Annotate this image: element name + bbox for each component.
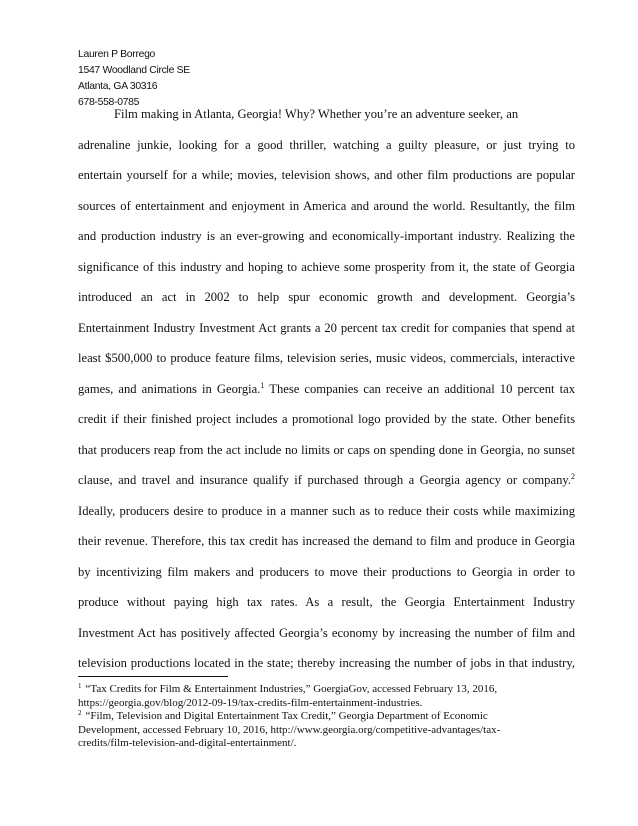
- body-line: television productions located in the state; thereby increasing the number of jobs in that industry,: [78, 656, 575, 670]
- footnote-text: Development, accessed February 10, 2016, http://www.georgia.org/competitive-advantages/tax-: [78, 723, 501, 736]
- footnote-ref-1[interactable]: 1: [260, 380, 265, 390]
- body-line: by incentivizing film makers and producers to move their productions to Georgia in order to: [78, 564, 575, 579]
- footnote-text: “Tax Credits for Film & Entertainment Industries,” GoergiaGov, accessed February 13, 2016,: [85, 683, 498, 695]
- body-line: produce without paying high tax rates. As a result, the Georgia Entertainment Industry: [78, 595, 575, 609]
- author-city: Atlanta, GA 30316: [78, 81, 158, 92]
- author-header: [78, 47, 190, 111]
- body-line: introduced an act in 2002 to help spur economic growth and development. Georgia’s: [78, 290, 575, 304]
- footnote-2: [78, 710, 558, 724]
- footnote-link[interactable]: https://georgia.gov/blog/2012-09-19/tax-credits-film-entertainment-industries.: [78, 696, 423, 709]
- body-line-text: These companies can receive an additional 10 percent tax: [264, 381, 575, 396]
- body-line: their revenue. Therefore, this tax credit has increased the demand to film and produce in Georgia: [78, 534, 575, 548]
- footnote-text: “Film, Television and Digital Entertainment Tax Credit,” Georgia Department of Economic: [85, 710, 488, 722]
- essay-body: [78, 104, 575, 684]
- body-line: least $500,000 to produce feature films, television series, music videos, commercials, interactive: [78, 351, 575, 365]
- body-line: entertain yourself for a while; movies, television shows, and other film productions are popular: [78, 168, 575, 182]
- body-line: credit if their finished project includes a promotional logo provided by the state. Other benefits: [78, 412, 575, 426]
- author-name: Lauren P Borrego: [78, 49, 156, 60]
- body-line: significance of this industry and hoping to achieve some prosperity from it, the state of Georgia: [78, 259, 575, 274]
- author-address: 1547 Woodland Circle SE: [78, 65, 190, 76]
- body-line: and production industry is an ever-growing and economically-important industry. Realizing the: [78, 229, 575, 243]
- footnote-link[interactable]: credits/film-television-and-digital-entertainment/.: [78, 737, 297, 749]
- body-line: Investment Act has positively affected Georgia’s economy by increasing the number of film and: [78, 625, 575, 640]
- body-line: [78, 470, 575, 501]
- body-line: that producers reap from the act include no limits or caps on spending done in Georgia, no sunset: [78, 442, 575, 457]
- footnote-1: [78, 683, 558, 697]
- body-line-text: games, and animations in Georgia.: [78, 381, 261, 396]
- footnote-mark: 1: [78, 682, 82, 690]
- body-line: Film making in Atlanta, Georgia! Why? Whether you’re an adventure seeker, an: [114, 107, 519, 121]
- body-line-text: clause, and travel and insurance qualify if purchased through a Georgia agency or company.: [78, 473, 571, 487]
- footnote-separator: [78, 676, 228, 677]
- footnote-ref-2[interactable]: 2: [571, 472, 575, 481]
- body-line: adrenaline junkie, looking for a good thriller, watching a guilty pleasure, or just trying to: [78, 137, 575, 152]
- footnotes: [78, 683, 558, 751]
- body-line: [78, 379, 575, 410]
- body-line: Entertainment Industry Investment Act grants a 20 percent tax credit for companies that spend at: [78, 320, 575, 335]
- author-phone: 678-558-0785: [78, 97, 140, 108]
- body-line: Ideally, producers desire to produce in a manner such as to reduce their costs while maximizing: [78, 503, 575, 518]
- footnote-mark: 2: [78, 709, 82, 717]
- body-line: sources of entertainment and enjoyment in America and around the world. Resultantly, the film: [78, 198, 575, 213]
